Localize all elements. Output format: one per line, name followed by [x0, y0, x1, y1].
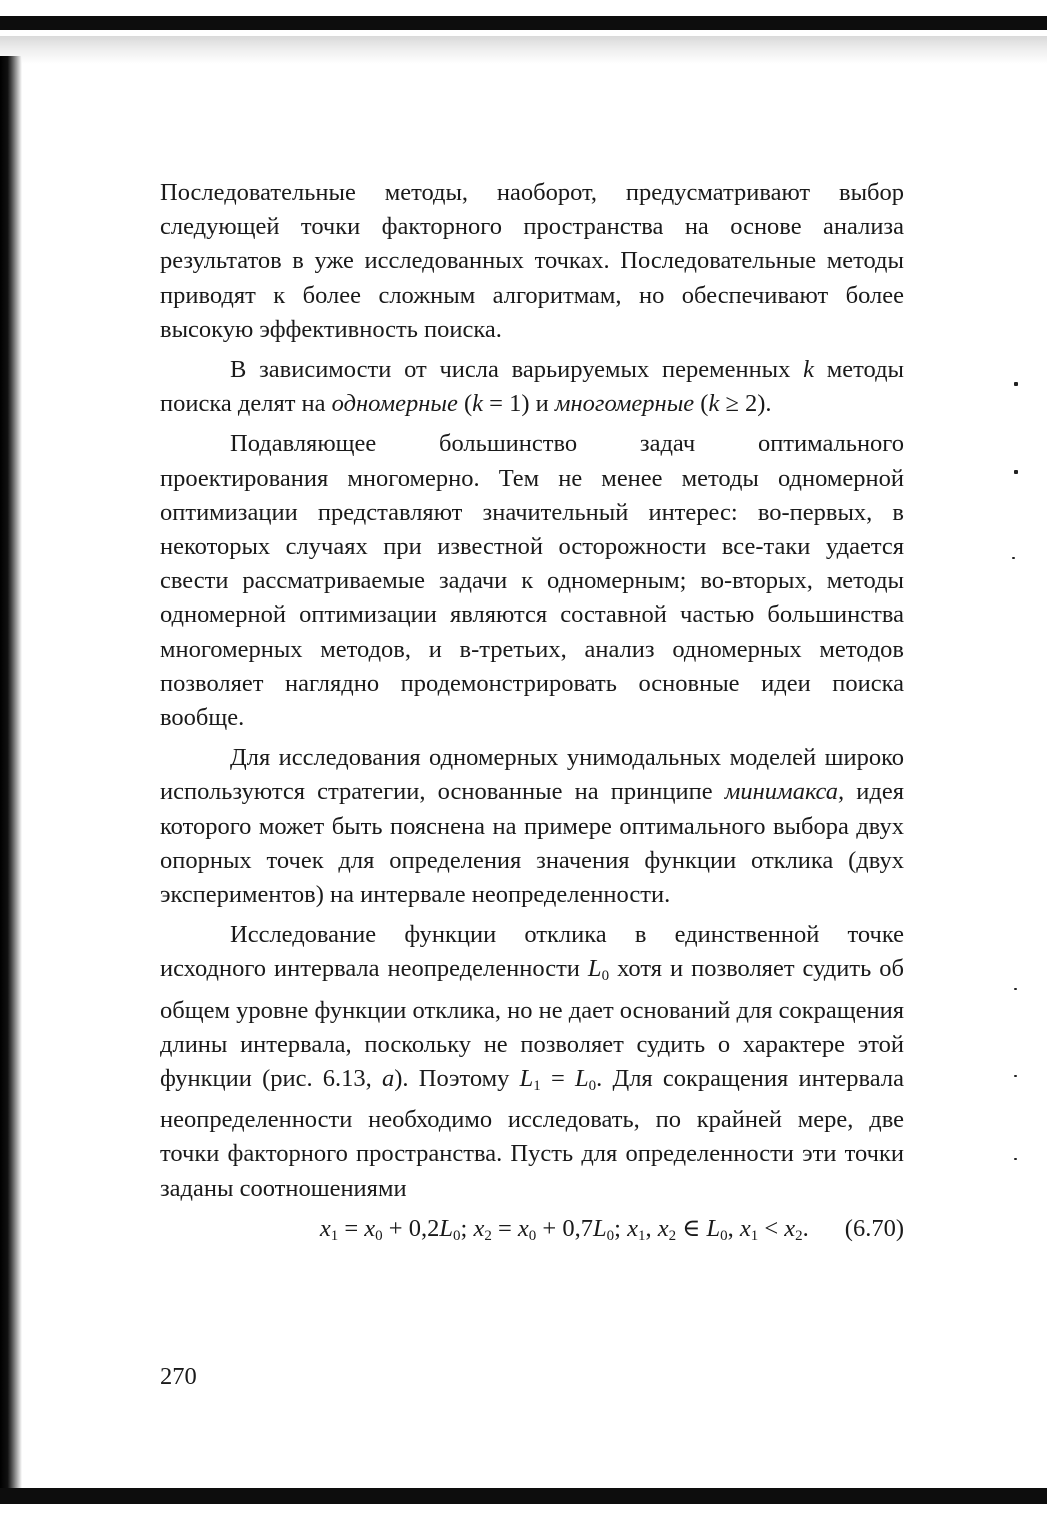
- variable-L: L: [587, 955, 602, 983]
- var: x: [319, 1215, 331, 1242]
- var: x: [784, 1215, 796, 1242]
- subscript: 1: [330, 1228, 339, 1244]
- subscript: 1: [637, 1228, 646, 1244]
- term-minimax: минимакса,: [724, 778, 845, 806]
- op: .: [802, 1215, 809, 1242]
- body-text: [160, 176, 904, 1212]
- variable-L: L: [519, 1065, 534, 1093]
- scan-speck: [1014, 382, 1018, 386]
- p5-part: . Для сокращения интервала неопределенности необходимо исследовать, по крайней мере, две точки факторного пространства. Пусть для определенности эти точки заданы соотношениями: [160, 1065, 904, 1202]
- p5-part: =: [540, 1065, 576, 1093]
- subscript: 2: [484, 1228, 492, 1244]
- op: + 0,2: [382, 1215, 440, 1242]
- scan-shadow-top: [0, 36, 1047, 64]
- op: ,: [727, 1215, 740, 1242]
- term-multi-dimensional: многомерные: [554, 390, 695, 418]
- scan-speck: [1014, 988, 1017, 990]
- paragraph-5: [160, 918, 904, 1206]
- p2-part: (: [694, 390, 709, 418]
- p5-part: Исследование функции отклика в единственной точке исходного интервала неопределенности: [160, 921, 904, 983]
- subscript: 0: [375, 1228, 383, 1244]
- op: ;: [614, 1215, 628, 1242]
- equation-6-70: [272, 1212, 904, 1253]
- paragraph-4: [160, 741, 904, 912]
- p2-part: В зависимости от числа варьируемых переменных: [230, 356, 804, 384]
- var: x: [627, 1215, 638, 1242]
- op: =: [338, 1215, 365, 1242]
- p2-part: ≥ 2).: [719, 390, 772, 418]
- scan-border-left: [0, 56, 22, 1496]
- p4-part: Для исследования одномерных унимодальных моделей широко используются стратегии, основанные на принципе: [160, 744, 904, 806]
- variable-k: k: [708, 390, 720, 418]
- paragraph-3: [160, 427, 904, 735]
- term-one-dimensional: одномерные: [331, 390, 458, 418]
- subscript: 0: [528, 1228, 537, 1244]
- variable-k: k: [472, 390, 484, 418]
- subscript: 0: [606, 1228, 615, 1244]
- paragraph-1-text: Последовательные методы, наоборот, предусматривают выбор следующей точки факторного пространства на основе анализа результатов в уже исследованных точках. Последовательные методы приводят к более сложным алгоритмам, но обеспечивают более высокую эффективность поиска.: [160, 179, 904, 343]
- op: =: [491, 1215, 518, 1242]
- subscript: 0: [601, 968, 610, 985]
- p5-part: ). Поэтому: [394, 1065, 520, 1093]
- op: + 0,7: [536, 1215, 593, 1242]
- var: L: [439, 1215, 454, 1242]
- scan-speck: [1014, 1158, 1017, 1160]
- op: ;: [460, 1215, 474, 1242]
- scan-border-bottom: [0, 1488, 1047, 1504]
- subscript: 1: [533, 1078, 541, 1095]
- page-number: 270: [160, 1363, 197, 1390]
- p2-part: = 1) и: [483, 390, 555, 418]
- p4-part: идея которого может быть пояснена на примере оптимального выбора двух опорных точек для определения значения функции отклика (двух экспериментов) на интервале неопределенности.: [160, 778, 904, 909]
- subscript: 1: [750, 1228, 759, 1244]
- p5-part: хотя и позволяет судить об общем уровне функции отклика, но не дает оснований для сокращения длины интервала, поскольку не позволяет судить о характере этой функции (рис. 6.13,: [160, 955, 904, 1093]
- var: L: [592, 1215, 607, 1242]
- subscript: 0: [720, 1228, 728, 1244]
- op: <: [758, 1215, 785, 1242]
- scan-speck: [1014, 470, 1018, 474]
- subscript: 2: [795, 1228, 803, 1244]
- equation-number: (6.70): [844, 1215, 904, 1242]
- var: x: [739, 1215, 751, 1242]
- subscript: 0: [588, 1078, 597, 1095]
- paragraph-1: [160, 176, 904, 347]
- scan-speck: [1012, 557, 1015, 559]
- op: ∈: [676, 1215, 707, 1242]
- paragraph-3-text: Подавляющее большинство задач оптимального проектирования многомерно. Тем не менее методы одномерной оптимизации представляют значительный интерес: во-первых, в некоторых случаях при известной осторожности все-таки удается свести рассматриваемые задачи к одномерным; во-вторых, методы одномерной оптимизации являются составной частью большинства многомерных методов, и в-третьих, анализ одномерных методов позволяет наглядно продемонстрировать основные идеи поиска вообще.: [160, 430, 904, 732]
- var: L: [706, 1215, 721, 1242]
- op: ,: [645, 1215, 658, 1242]
- var: x: [473, 1215, 485, 1242]
- variable-k: k: [803, 356, 815, 384]
- p2-part: (: [457, 390, 473, 418]
- scan-border-top: [0, 16, 1047, 30]
- var: x: [517, 1215, 529, 1242]
- subscript: 0: [453, 1228, 461, 1244]
- p2-part: методы поиска делят на: [160, 356, 904, 418]
- figure-ref-a: а: [382, 1065, 395, 1093]
- paragraph-2: [160, 353, 904, 421]
- subscript: 2: [668, 1228, 677, 1244]
- variable-L: L: [575, 1065, 589, 1093]
- var: x: [657, 1215, 669, 1242]
- scan-speck: [1014, 1075, 1017, 1077]
- var: x: [364, 1215, 376, 1242]
